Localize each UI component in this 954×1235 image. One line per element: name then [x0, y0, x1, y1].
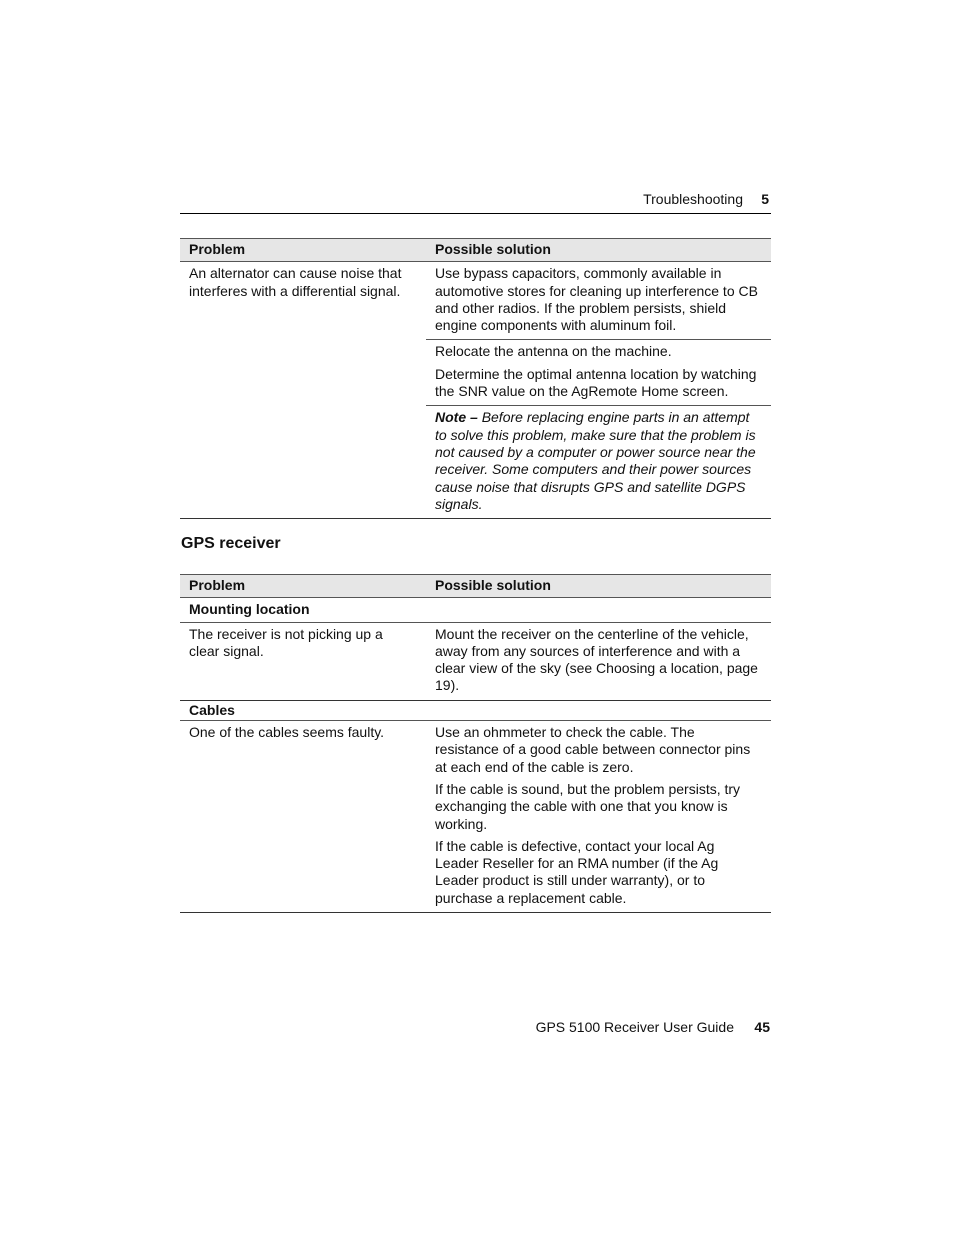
column-header-solution: Possible solution: [426, 575, 771, 598]
solution-cell: [426, 340, 771, 406]
column-header-solution: Possible solution: [426, 239, 771, 262]
note-text: Before replacing engine parts in an attempt to solve this problem, make sure that the problem is not caused by a computer or power source near the receiver. Some computers and their power sources cause noise that disrupts GPS and satellite DGPS signals.: [435, 409, 756, 512]
problem-text: An alternator can cause noise that interferes with a differential signal.: [189, 265, 402, 299]
solution-cell: [426, 721, 771, 913]
solution-text: If the cable is sound, but the problem persists, try exchanging the cable with one that you know is working.: [435, 780, 741, 832]
column-header-problem: Problem: [180, 239, 426, 262]
solution-text: Mount the receiver on the centerline of the vehicle, away from any sources of interference and with a clear view of the sky (see Choosing a location, page 19).: [435, 625, 758, 694]
section-title: Troubleshooting: [643, 191, 743, 207]
solution-text: Use bypass capacitors, commonly available in automotive stores for cleaning up interference to CB and other radios. If the problem persists, shield engine components with aluminum foil.: [435, 265, 758, 334]
column-header-problem: Problem: [180, 575, 426, 598]
solution-cell: [426, 622, 771, 700]
solution-text: If the cable is defective, contact your local Ag Leader Reseller for an RMA number (if the Ag Leader product is still under warranty), or to purchase a replacement cable.: [435, 837, 719, 906]
troubleshooting-table-1: [180, 238, 771, 519]
solution-text: Determine the optimal antenna location by watching the SNR value on the AgRemote Home screen.: [435, 365, 757, 400]
problem-text: The receiver is not picking up a clear signal.: [189, 625, 383, 659]
guide-title: GPS 5100 Receiver User Guide: [535, 1019, 734, 1035]
section-heading: GPS receiver: [181, 535, 281, 552]
problem-cell: [180, 721, 426, 913]
note-cell: [426, 406, 771, 519]
solution-cell: [426, 262, 771, 340]
group-heading-mounting: Mounting location: [180, 598, 771, 622]
problem-cell: [180, 622, 426, 700]
solution-text: Relocate the antenna on the machine.: [435, 343, 672, 360]
running-footer: [180, 1019, 771, 1039]
page-number: 45: [754, 1019, 770, 1035]
chapter-number: 5: [761, 191, 769, 207]
group-heading-cables: Cables: [180, 700, 771, 720]
troubleshooting-table-2: [180, 574, 771, 913]
problem-cell: [180, 262, 426, 519]
solution-text: Use an ohmmeter to check the cable. The resistance of a good cable between connector pins at each end of the cable is zero.: [435, 724, 751, 775]
problem-text: One of the cables seems faulty.: [189, 724, 385, 741]
running-header: [180, 191, 771, 214]
note-label: Note –: [435, 409, 478, 426]
